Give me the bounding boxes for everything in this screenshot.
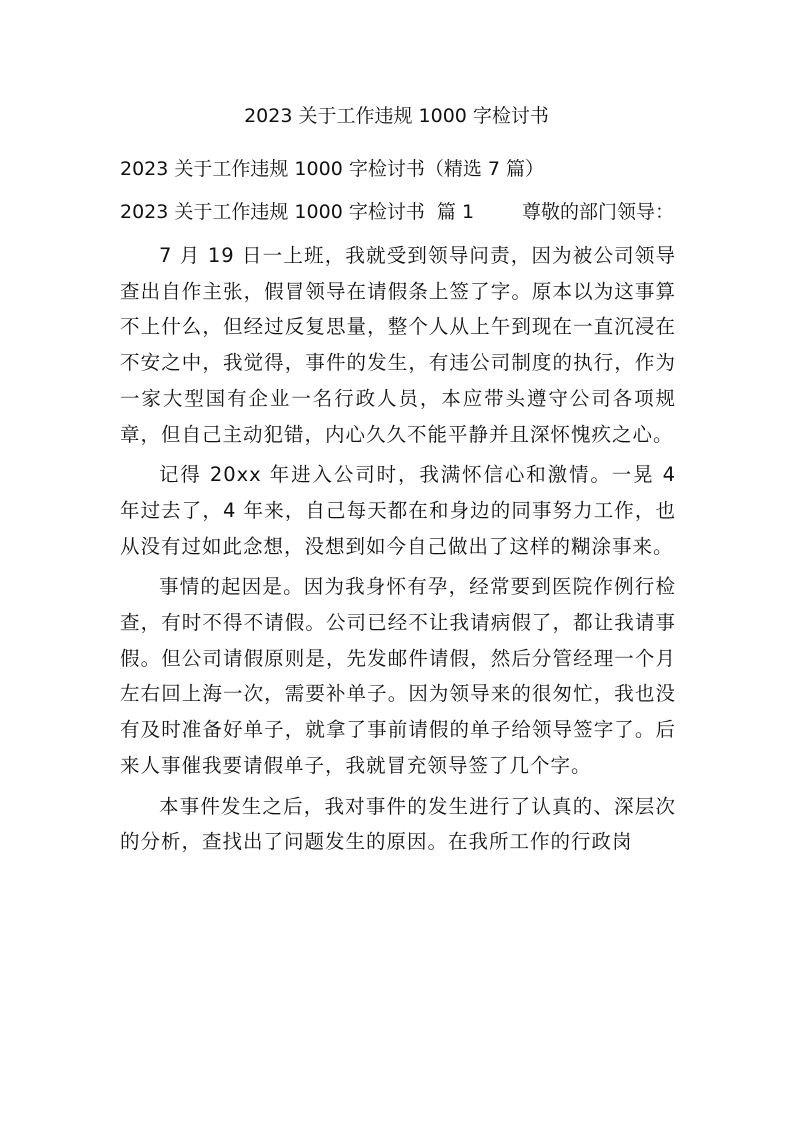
paragraph: 记得 20xx 年进入公司时，我满怀信心和激情。一晃 4 年过去了，4 年来，自己每天都在和身边的同事努力工作，也从没有过如此念想，没想到如今自己做出了这样的糊涂事来。 — [120, 463, 676, 558]
body-text — [120, 238, 676, 865]
paragraph: 7 月 19 日一上班，我就受到领导问责，因为被公司领导查出自作主张，假冒领导在请假条上签了字。原本以为这事算不上什么，但经过反复思量，整个人从上午到现在一直沉浸在不安之中，我觉得，事件的发生，有违公司制度的执行，作为一家大型国有企业一名行政人员，本应带头遵守公司各项规章，但自己主动犯错，内心久久不能平静并且深怀愧疚之心。 — [120, 244, 676, 446]
document-title: 2023 关于工作违规 1000 字检讨书 — [244, 105, 549, 127]
salutation: 尊敬的部门领导： — [522, 201, 675, 223]
paragraph: 事情的起因是。因为我身怀有孕，经常要到医院作例行检查，有时不得不请假。公司已经不让我请病假了，都让我请事假。但公司请假原则是，先发邮件请假，然后分管经理一个月左右回上海一次，需要补单子。因为领导来的很匆忙，我也没有及时准备好单子，就拿了事前请假的单子给领导签字了。后来人事催我要请假单子，我就冒充领导签了几个字。 — [120, 575, 676, 777]
document-subtitle: 2023 关于工作违规 1000 字检讨书（精选 7 篇） — [120, 158, 544, 180]
section-header-line — [120, 198, 674, 226]
paragraph: 本事件发生之后，我对事件的发生进行了认真的、深层次的分析，查找出了问题发生的原因。在我所工作的行政岗 — [120, 794, 676, 854]
section-heading: 2023 关于工作违规 1000 字检讨书 篇 1 — [120, 201, 475, 223]
